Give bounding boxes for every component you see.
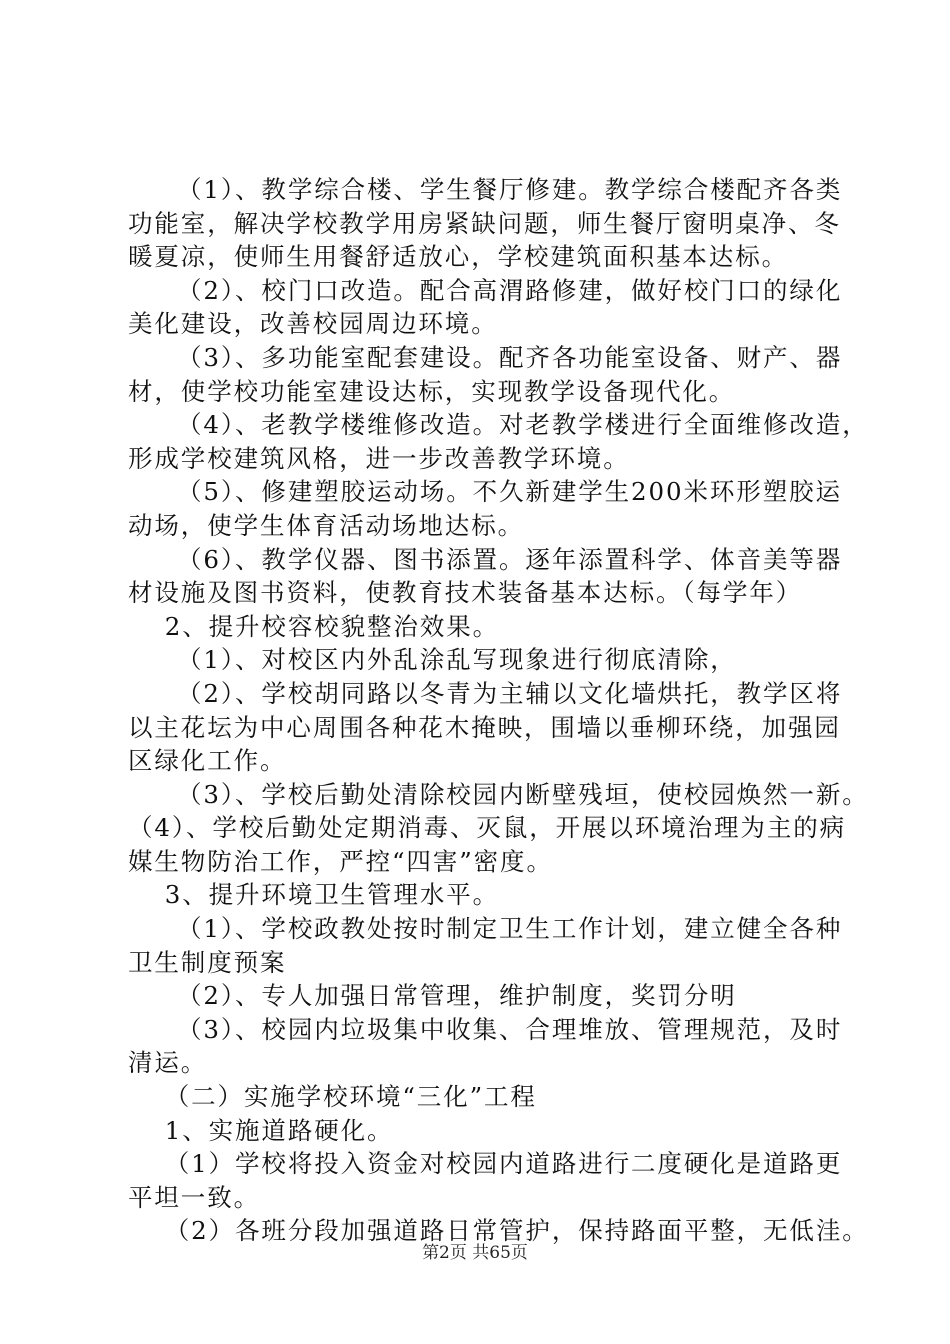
document-body [128, 173, 869, 1248]
document-line: （二）实施学校环境“三化”工程 [164, 1082, 537, 1112]
document-line: （1）、学校政教处按时制定卫生工作计划，建立健全各种 [177, 914, 843, 944]
document-line: 3、提升环境卫生管理水平。 [164, 880, 500, 910]
page-footer: 第2页 共65页 [422, 1243, 528, 1263]
document-line: （6）、教学仪器、图书添置。逐年添置科学、体音美等器 [177, 544, 843, 574]
document-line: 动场，使学生体育活动场地达标。 [128, 510, 524, 540]
document-line: （2）、学校胡同路以冬青为主辅以文化墙烘托，教学区将 [177, 678, 843, 708]
document-line: （1）、对校区内外乱涂乱写现象进行彻底清除， [177, 645, 737, 675]
document-line: 形成学校建筑风格，进一步改善教学环境。 [128, 443, 630, 473]
document-line: （4）、老教学楼维修改造。对老教学楼进行全面维修改造， [177, 410, 869, 440]
document-line: 媒生物防治工作，严控“四害”密度。 [128, 846, 553, 876]
document-line: （4）、学校后勤处定期消毒、灭鼠，开展以环境治理为主的病 [128, 813, 847, 843]
document-line: 清运。 [128, 1048, 208, 1078]
document-line: （3）、多功能室配套建设。配齐各功能室设备、财产、器 [177, 342, 843, 372]
document-line: 区绿化工作。 [128, 746, 287, 776]
document-line: 美化建设，改善校园周边环境。 [128, 309, 498, 339]
document-line: 卫生制度预案 [128, 947, 287, 977]
document-line: 功能室，解决学校教学用房紧缺问题，师生餐厅窗明桌净、冬 [128, 208, 841, 238]
document-line: （2）、校门口改造。配合高渭路修建，做好校门口的绿化 [177, 275, 843, 305]
document-line: （3）、校园内垃圾集中收集、合理堆放、管理规范，及时 [177, 1014, 843, 1044]
document-line: （3）、学校后勤处清除校园内断壁残垣，使校园焕然一新。 [177, 779, 869, 809]
document-line: 2、提升校容校貌整治效果。 [164, 611, 500, 641]
document-line: （2）、专人加强日常管理，维护制度，奖罚分明 [177, 981, 737, 1011]
document-line: 平坦一致。 [128, 1182, 260, 1212]
document-line: 1、实施道路硬化。 [164, 1115, 394, 1145]
document-line: （5）、修建塑胶运动场。不久新建学生200米环形塑胶运 [177, 477, 842, 507]
document-line: （1）、教学综合楼、学生餐厅修建。教学综合楼配齐各类 [177, 175, 843, 204]
document-line: 暖夏凉，使师生用餐舒适放心，学校建筑面积基本达标。 [128, 242, 788, 272]
document-line: 以主花坛为中心周围各种花木掩映，围墙以垂柳环绕，加强园 [128, 712, 841, 742]
document-line: 材设施及图书资料，使教育技术装备基本达标。（每学年） [128, 578, 803, 608]
document-line: 材，使学校功能室建设达标，实现教学设备现代化。 [128, 376, 736, 406]
document-line: （2）各班分段加强道路日常管护，保持路面平整，无低洼。 [164, 1216, 869, 1246]
document-line: （1）学校将投入资金对校园内道路进行二度硬化是道路更 [164, 1149, 843, 1179]
